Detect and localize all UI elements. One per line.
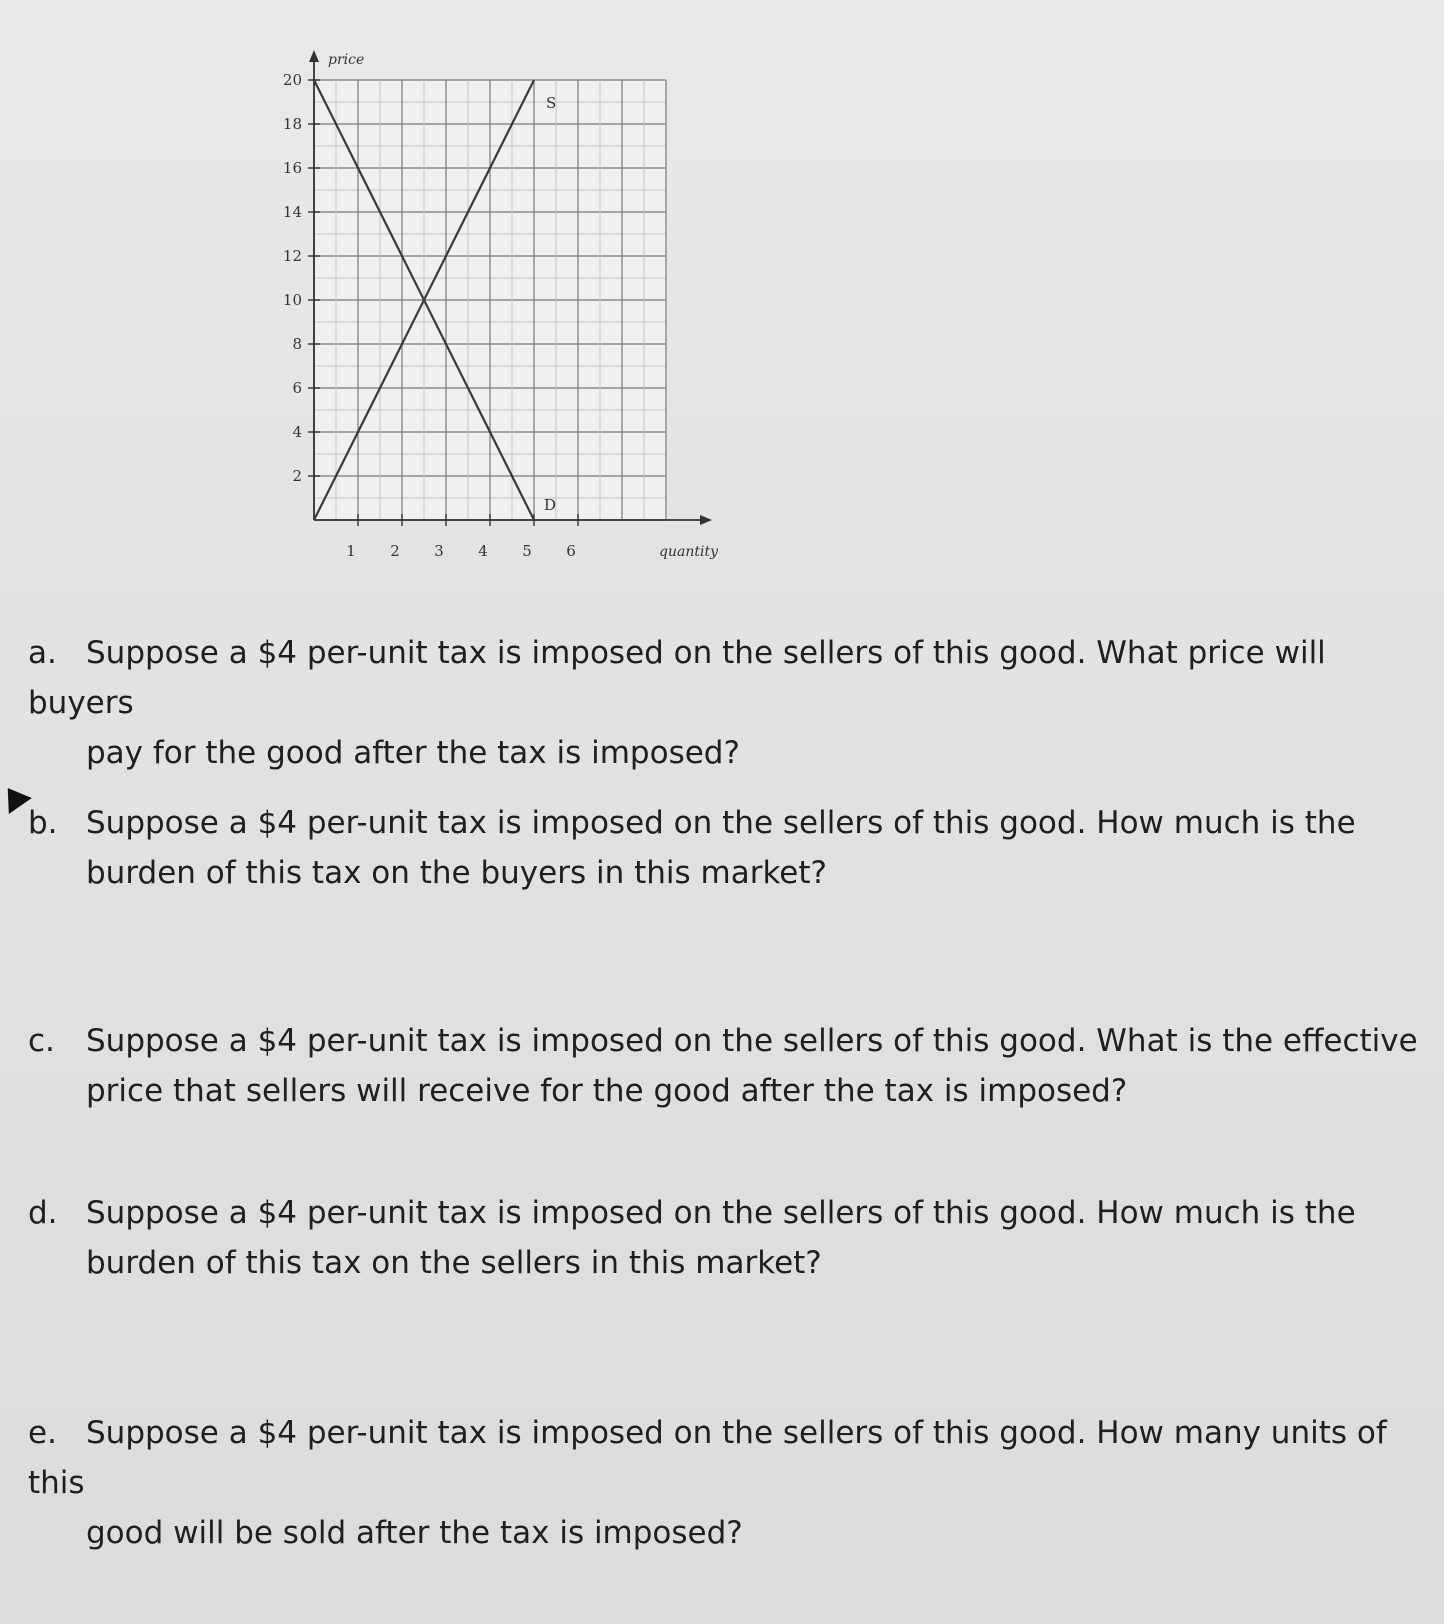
- question-a: [28, 628, 1418, 778]
- x-tick-label: 4: [478, 542, 488, 560]
- x-tick-label: 3: [434, 542, 444, 560]
- y-axis-title: price: [328, 52, 365, 68]
- question-text: Suppose a $4 per-unit tax is imposed on the sellers of this good. What is the effective: [86, 1023, 1418, 1059]
- x-tick-label: 1: [346, 542, 356, 560]
- question-text-continued: pay for the good after the tax is imposed?: [86, 735, 740, 771]
- question-letter: c.: [28, 1023, 55, 1059]
- question-text: Suppose a $4 per-unit tax is imposed on the sellers of this good. How many units of this: [28, 1415, 1387, 1501]
- question-letter: d.: [28, 1195, 58, 1231]
- mouse-pointer-icon: [0, 780, 32, 814]
- y-axis-arrow-icon: [309, 50, 319, 62]
- question-text: Suppose a $4 per-unit tax is imposed on the sellers of this good. How much is the: [86, 805, 1356, 841]
- y-tick-label: 20: [282, 71, 302, 89]
- question-b: [28, 798, 1418, 898]
- chart-canvas: [250, 40, 750, 600]
- question-text-continued: good will be sold after the tax is imposed?: [86, 1515, 743, 1551]
- supply-demand-chart: [250, 40, 750, 600]
- y-tick-label: 14: [282, 203, 302, 221]
- y-tick-label: 18: [282, 115, 302, 133]
- x-axis-arrow-icon: [700, 515, 712, 525]
- y-tick-label: 12: [282, 247, 302, 265]
- question-text-continued: burden of this tax on the buyers in this market?: [86, 855, 827, 891]
- question-e: [28, 1408, 1418, 1558]
- question-c: [28, 1016, 1418, 1116]
- y-tick-label: 8: [292, 335, 302, 353]
- question-text-continued: price that sellers will receive for the good after the tax is imposed?: [86, 1073, 1128, 1109]
- y-tick-label: 4: [292, 423, 302, 441]
- question-text-continued: burden of this tax on the sellers in this market?: [86, 1245, 822, 1281]
- y-tick-label: 16: [282, 159, 302, 177]
- x-axis-title: quantity: [659, 544, 718, 560]
- question-d: [28, 1188, 1418, 1288]
- y-tick-label: 10: [282, 291, 302, 309]
- x-tick-label: 6: [566, 542, 576, 560]
- x-tick-label: 2: [390, 542, 400, 560]
- question-text: Suppose a $4 per-unit tax is imposed on the sellers of this good. What price will buyers: [28, 635, 1326, 721]
- series-label-d: D: [544, 496, 557, 514]
- question-letter: a.: [28, 635, 57, 671]
- series-label-s: S: [546, 94, 557, 112]
- y-tick-label: 2: [292, 467, 302, 485]
- question-letter: e.: [28, 1415, 57, 1451]
- y-tick-label: 6: [292, 379, 302, 397]
- question-letter: b.: [28, 805, 58, 841]
- x-tick-label: 5: [522, 542, 532, 560]
- question-text: Suppose a $4 per-unit tax is imposed on the sellers of this good. How much is the: [86, 1195, 1356, 1231]
